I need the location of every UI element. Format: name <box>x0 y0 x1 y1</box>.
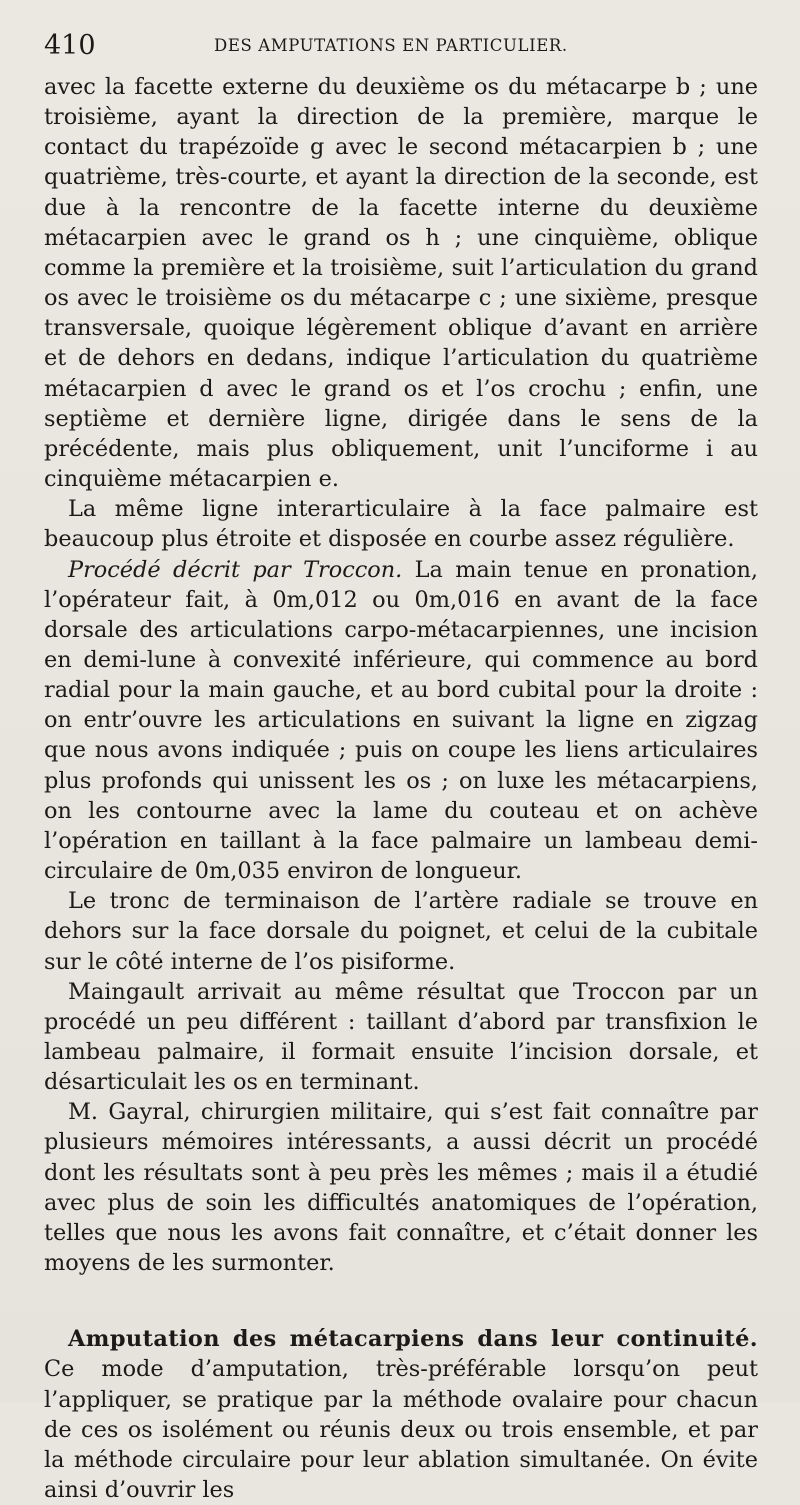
paragraph-amputation-section <box>44 1324 758 1505</box>
paragraph-continued: avec la facette externe du deuxième os du métacarpe b ; une troisième, ayant la direction de la première, marque le contact du trapézoïde g avec le second métacarpien b ; une quatrième, très-courte, et ayant la direction de la seconde, est due à la rencontre de la facette interne du deuxième métacarpien avec le grand os h ; une cinquième, oblique comme la première et la troisième, suit l’articulation du grand os avec le troisième os du métacarpe c ; une sixième, presque transversale, quoique légèrement oblique d’avant en arrière et de dehors en dedans, indique l’articulation du quatrième métacarpien d avec le grand os et l’os crochu ; enfin, une septième et dernière ligne, dirigée dans le sens de la précédente, mais plus obliquement, unit l’unciforme i au cinquième métacarpien e. <box>44 74 758 493</box>
troccon-procedure-text: La main tenue en pronation, l’opérateur fait, à 0m,012 ou 0m,016 en avant de la face dorsale des articulations carpo-métacarpiennes, une incision en demi-lune à convexité inférieure, qui commence au bord radial pour la main gauche, et au bord cubital pour la droite : on entr’ouvre les articulations en suivant la ligne en zigzag que nous avons indiquée ; puis on coupe les liens articulaires plus profonds qui unissent les os ; on luxe les métacarpiens, on les contourne avec la lame du couteau et on achève l’opération en taillant à la face palmaire un lambeau demi-circulaire de 0m,035 environ de longueur. <box>44 556 758 885</box>
body-text <box>44 72 758 1505</box>
paragraph-troccon <box>44 555 758 887</box>
section-spacer <box>44 1278 758 1324</box>
troccon-procedure-title: Procédé décrit par Troccon. <box>68 556 403 583</box>
paragraph-arteries: Le tronc de terminaison de l’artère radiale se trouve en dehors sur la face dorsale du poignet, et celui de la cubitale sur le côté interne de l’os pisiforme. <box>44 888 758 975</box>
running-head: DES AMPUTATIONS EN PARTICULIER. <box>214 36 568 55</box>
paragraph-palmar-line: La même ligne interarticulaire à la face palmaire est beaucoup plus étroite et disposée en courbe assez régulière. <box>44 496 758 553</box>
section-text: Ce mode d’amputation, très-préférable lorsqu’on peut l’appliquer, se pratique par la méthode ovalaire pour chacun de ces os isolément ou réunis deux ou trois ensemble, et par la méthode circulaire pour leur ablation simultanée. On évite ainsi d’ouvrir les <box>44 1356 758 1504</box>
paragraph-maingault: Maingault arrivait au même résultat que Troccon par un procédé un peu différent : taillant d’abord par transfixion le lambeau palmaire, il formait ensuite l’incision dorsale, et désarticulait les os en terminant. <box>44 978 758 1096</box>
page-header <box>44 30 760 66</box>
page-number: 410 <box>44 30 96 61</box>
section-heading: Amputation des métacarpiens dans leur continuité. <box>68 1326 758 1353</box>
paragraph-gayral: M. Gayral, chirurgien militaire, qui s’est fait connaître par plusieurs mémoires intéressants, a aussi décrit un procédé dont les résultats sont à peu près les mêmes ; mais il a étudié avec plus de soin les difficultés anatomiques de l’opération, telles que nous les avons fait connaître, et c’était donner les moyens de les surmonter. <box>44 1099 758 1277</box>
